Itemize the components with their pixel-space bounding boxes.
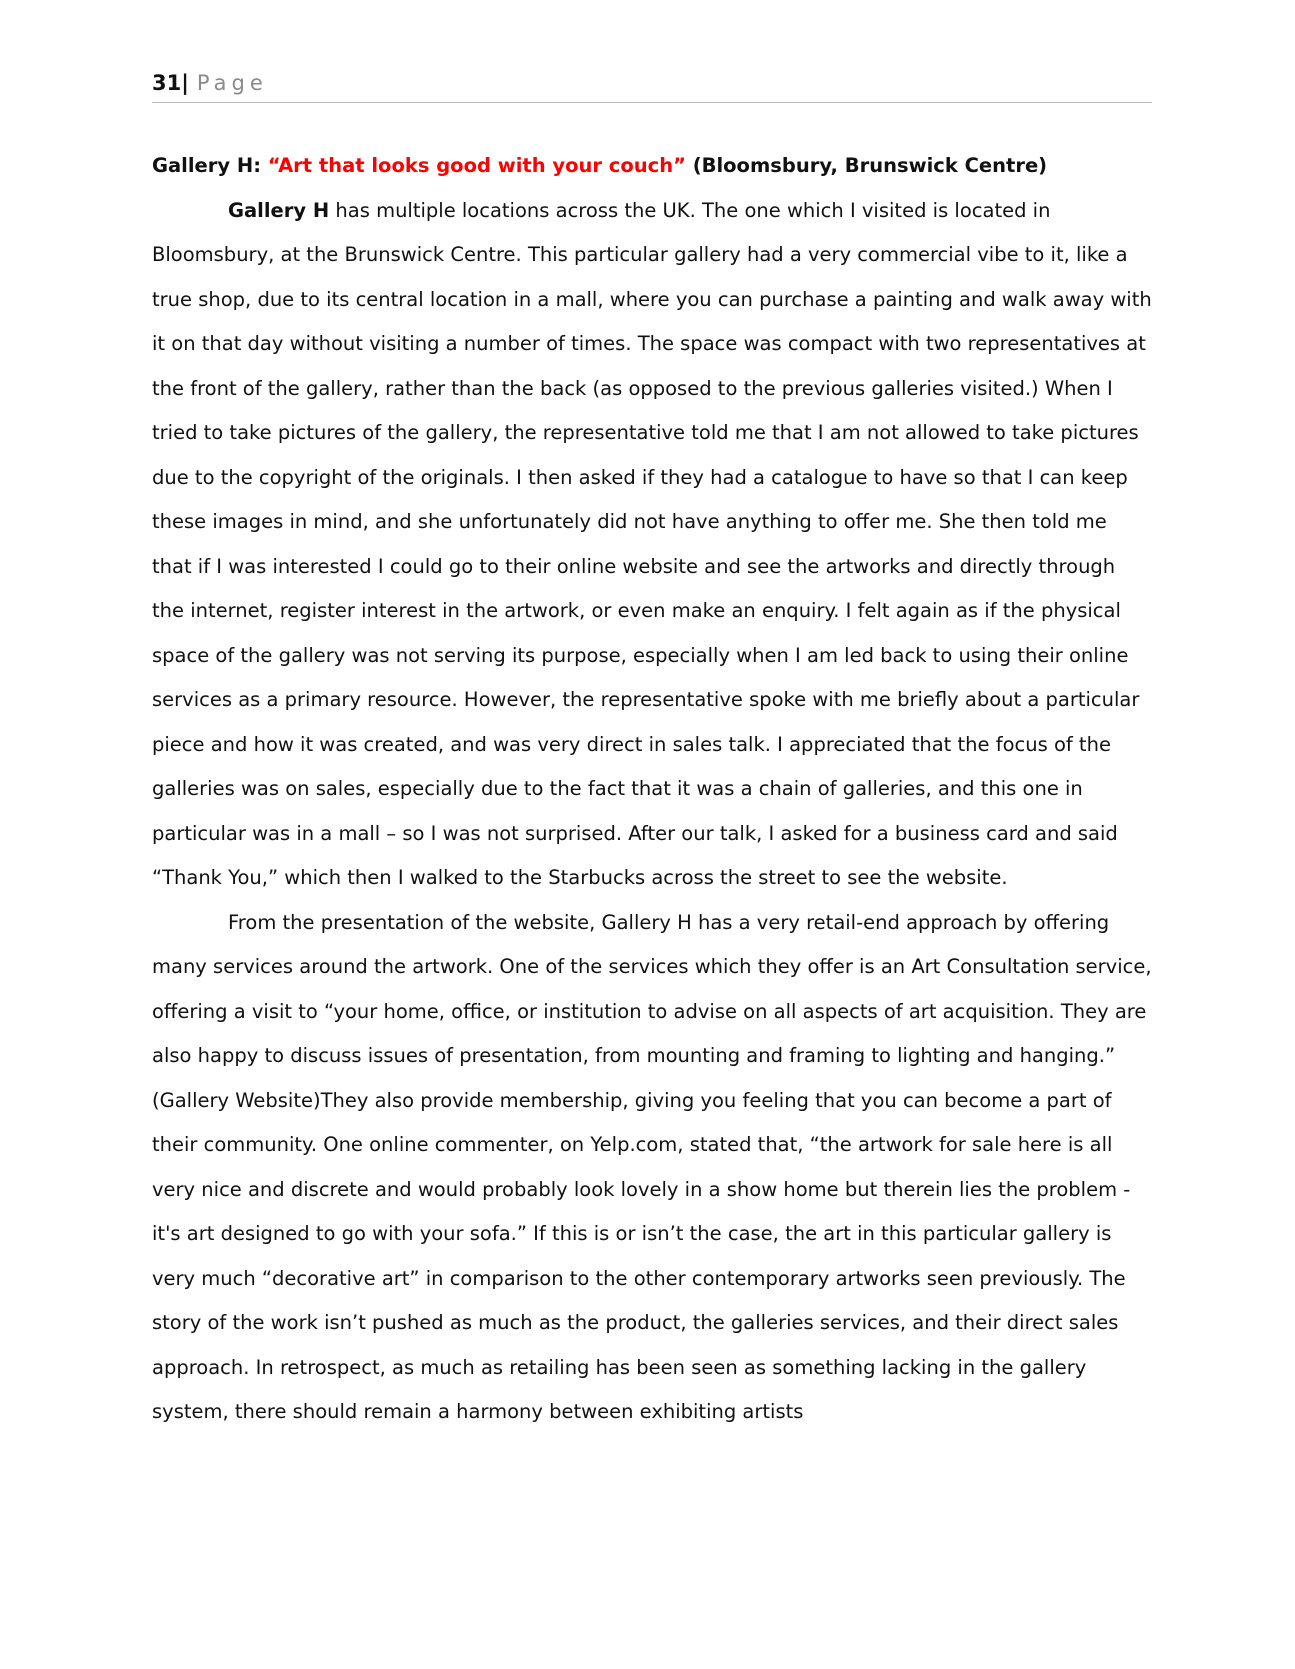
- paragraph-2: [152, 901, 1152, 1435]
- section-heading: [152, 144, 1152, 189]
- heading-label: Gallery H:: [152, 154, 268, 177]
- page-label: Page: [196, 71, 268, 95]
- page-header: [152, 70, 1152, 103]
- paragraph-text: From the presentation of the website, Gallery H has a very retail-end approach by offering many services around the artwork. One of the services which they offer is an Art Consultation service, offering a visit to “your home, office, or institution to advise on all aspects of art acquisition. They are also happy to discuss issues of presentation, from mounting and framing to lighting and hanging.” (Gallery Website)They also provide membership, giving you feeling that you can become a part of their community. One online commenter, on Yelp.com, stated that, “the artwork for sale here is all very nice and discrete and would probably look lovely in a show home but therein lies the problem - it's art designed to go with your sofa.” If this is or isn’t the case, the art in this particular gallery is very much “decorative art” in comparison to the other contemporary artworks seen previously. The story of the work isn’t pushed as much as the product, the galleries services, and their direct sales approach. In retrospect, as much as retailing has been seen as something lacking in the gallery system, there should remain a harmony between exhibiting artists: [152, 910, 1152, 1423]
- paragraph-lead: Gallery H: [228, 198, 330, 222]
- header-separator: |: [181, 71, 189, 95]
- page-number: 31: [152, 71, 182, 95]
- document-body: [152, 144, 1152, 1435]
- paragraph-text: has multiple locations across the UK. The one which I visited is located in Bloomsbury, at the Brunswick Centre. This particular gallery had a very commercial vibe to it, like a true shop, due to its central location in a mall, where you can purchase a painting and walk away with it on that day without visiting a number of times. The space was compact with two representatives at the front of the gallery, rather than the back (as opposed to the previous galleries visited.) When I tried to take pictures of the gallery, the representative told me that I am not allowed to take pictures due to the copyright of the originals. I then asked if they had a catalogue to have so that I can keep these images in mind, and she unfortunately did not have anything to offer me. She then told me that if I was interested I could go to their online website and see the artworks and directly through the internet, register interest in the artwork, or even make an enquiry. I felt again as if the physical space of the gallery was not serving its purpose, especially when I am led back to using their online services as a primary resource. However, the representative spoke with me briefly about a particular piece and how it was created, and was very direct in sales talk. I appreciated that the focus of the galleries was on sales, especially due to the fact that it was a chain of galleries, and this one in particular was in a mall – so I was not surprised. After our talk, I asked for a business card and said “Thank You,” which then I walked to the Starbucks across the street to see the website.: [152, 198, 1152, 889]
- paragraph-1: [152, 189, 1152, 901]
- heading-location: (Bloomsbury, Brunswick Centre): [685, 154, 1048, 177]
- heading-quote: “Art that looks good with your couch”: [267, 154, 686, 177]
